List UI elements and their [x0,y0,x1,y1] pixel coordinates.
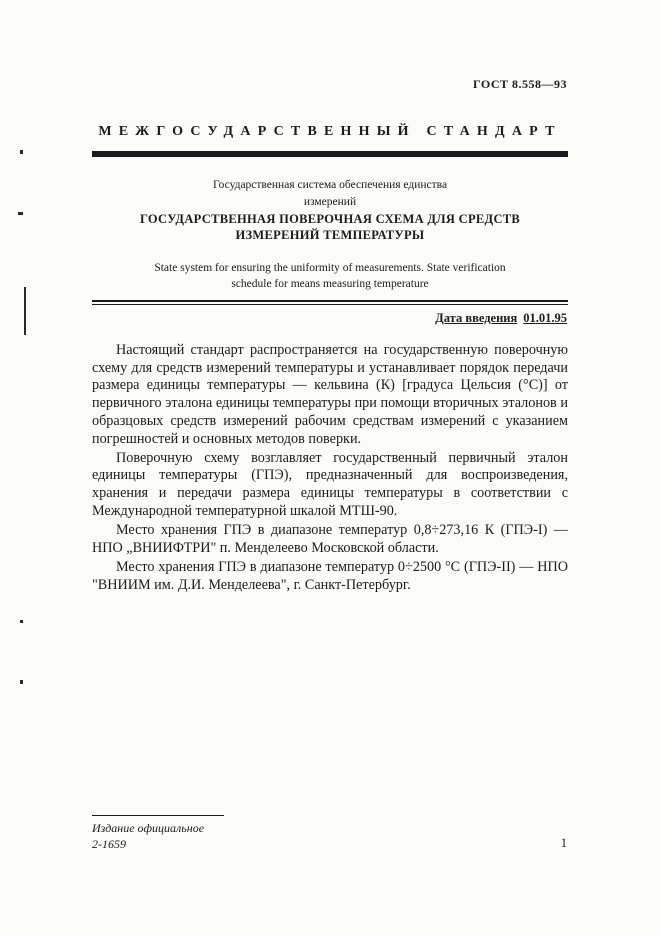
intro-date [435,311,567,326]
title-line-1: ГОСУДАРСТВЕННАЯ ПОВЕРОЧНАЯ СХЕМА ДЛЯ СРЕДСТВ [139,212,521,226]
system-line-2: измерений [303,196,357,208]
footer-rule [92,815,224,816]
title-line-2: ИЗМЕРЕНИЙ ТЕМПЕРАТУРЫ [235,228,425,242]
scan-mark [20,680,23,684]
paragraph: Настоящий стандарт распространяется на государственную поверочную схему для средств измерений температуры и устанавливает порядок передачи размера единицы температуры — кельвина (К) [градуса Цельсия (°С)] от первичного эталона единицы температуры при помощи вторичных эталонов и образцовых средств измерений рабочим средствам измерений с указанием погрешностей и основных методов поверки. [92,342,568,447]
standard-banner: МЕЖГОСУДАРСТВЕННЫЙ СТАНДАРТ [98,124,562,139]
intro-date-label: Дата введения [435,311,518,325]
double-rule [92,300,568,305]
footer-block [92,820,204,852]
intro-date-value: 01.01.95 [523,311,567,325]
paragraph: Место хранения ГПЭ в диапазоне температур 0÷2500 °С (ГПЭ-II) — НПО "ВНИИМ им. Д.И. Менделеева", г. Санкт-Петербург. [92,558,568,593]
edition-note: Издание официальное [92,821,205,835]
standard-code: ГОСТ 8.558—93 [473,77,567,91]
title-block [92,177,568,243]
body-text [92,342,568,596]
english-title [92,260,568,292]
english-title-line-2: schedule for means measuring temperature [231,278,429,290]
system-line-1: Государственная система обеспечения единства [212,179,448,191]
page-number: 1 [560,836,567,850]
scan-mark [20,620,23,623]
paragraph: Поверочную схему возглавляет государственный первичный эталон единицы температуры (ГПЭ), предназначенный для воспроизведения, хранения и передачи размера единицы температуры в соответствии с Международной температурной шкалой МТШ-90. [92,449,568,519]
paragraph: Место хранения ГПЭ в диапазоне температур 0,8÷273,16 К (ГПЭ-I) — НПО „ВНИИФТРИ" п. Менделеево Московской области. [92,522,568,556]
english-title-line-1: State system for ensuring the uniformity of measurements. State verification [154,262,506,274]
scan-mark [20,150,23,154]
scan-mark [18,212,23,215]
scan-mark [24,287,26,335]
thick-rule [92,151,568,157]
order-number: 2-1659 [92,837,126,851]
